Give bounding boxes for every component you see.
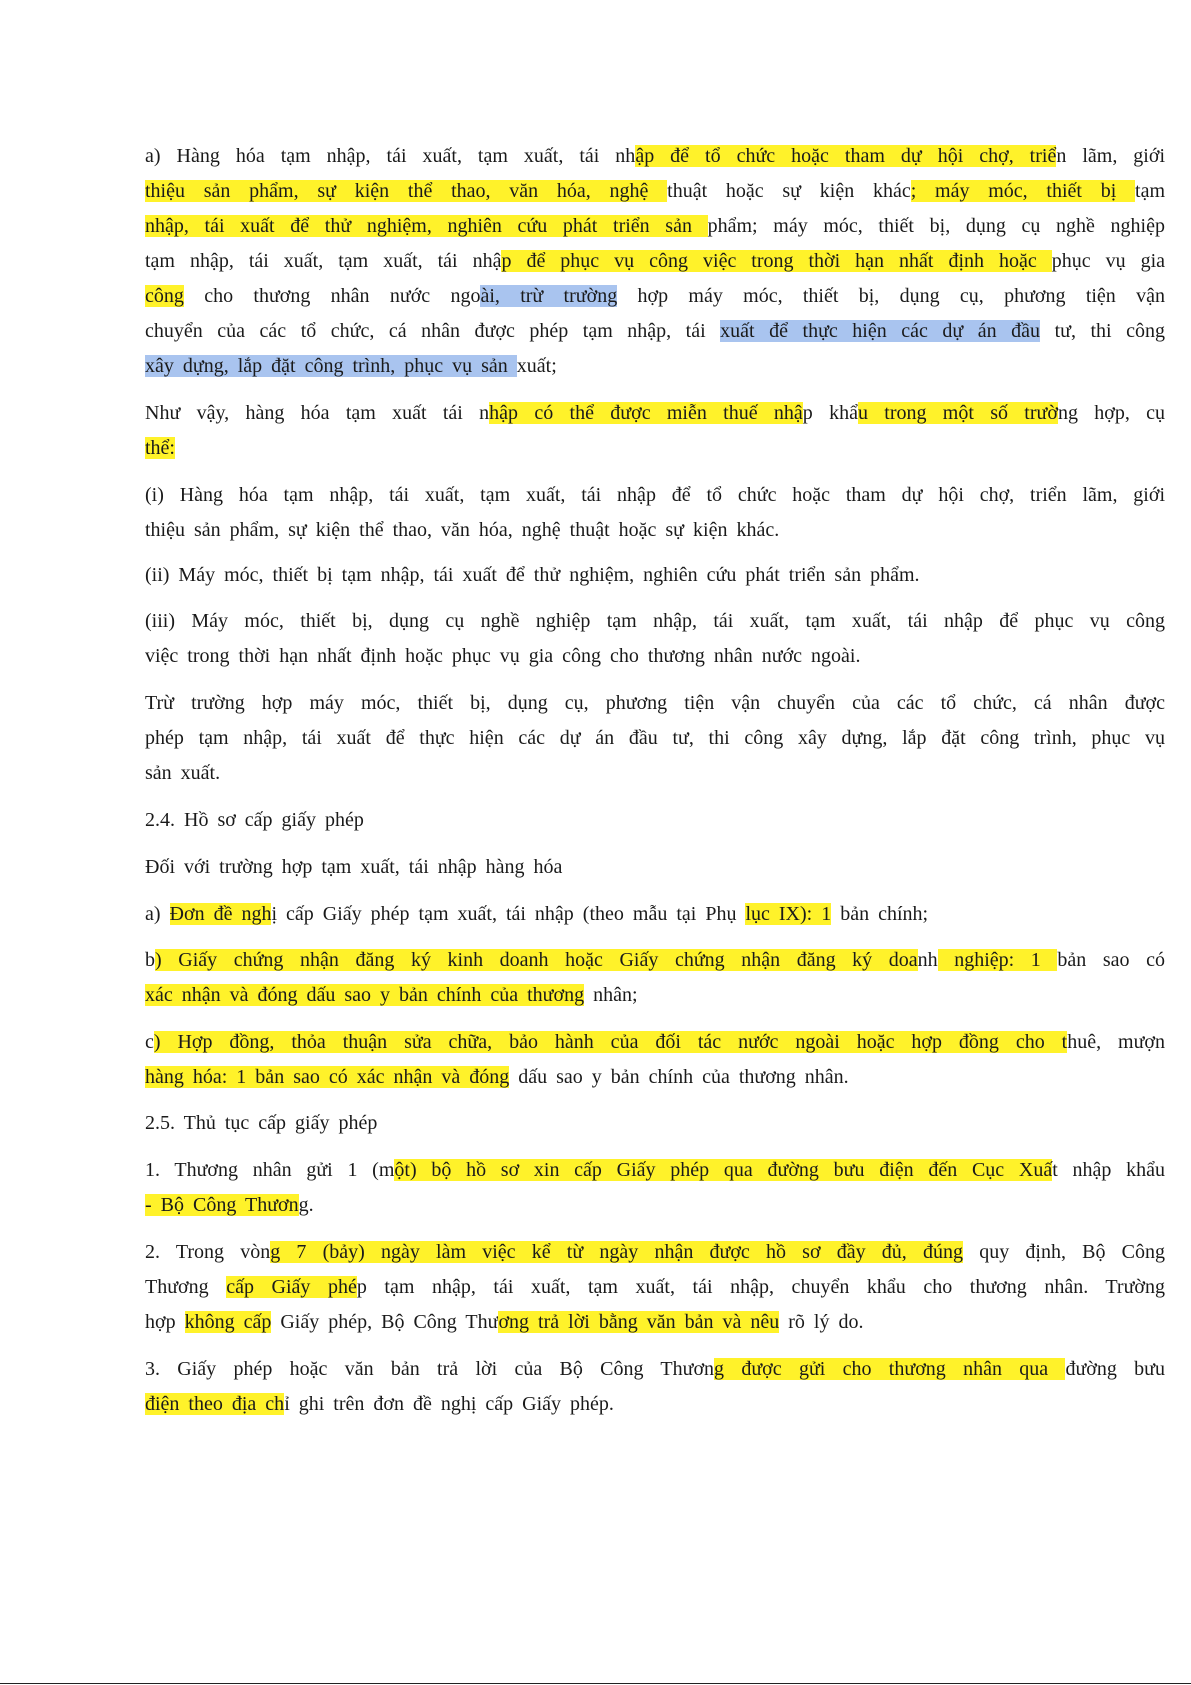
text-run: a): [145, 903, 170, 925]
text-run: 2.4. Hồ sơ cấp giấy phép: [145, 809, 364, 831]
text-line: [145, 1190, 1165, 1220]
text-line: [145, 899, 1165, 929]
text-run: (ii) Máy móc, thiết bị tạm nhập, tái xuất để thử nghiệm, nghiên cứu phát triển sản phẩm.: [145, 564, 920, 586]
selected-text: xuất để thực hiện các dự án đầu: [720, 320, 1041, 342]
text-line: [145, 980, 1165, 1010]
text-line: [145, 852, 1165, 882]
text-line: [145, 945, 1165, 975]
text-run: 2. Trong vòn: [145, 1241, 271, 1263]
text-line: [145, 1108, 1165, 1138]
text-line: [145, 805, 1165, 835]
highlighted-text: g 7 (bảy) ngày làm việc kể từ ngày nhận được hồ sơ đầy đủ, đúng: [270, 1241, 963, 1263]
text-run: rõ lý do.: [779, 1311, 864, 1333]
text-line: [145, 281, 1165, 311]
text-line: [145, 433, 1165, 463]
text-line: [145, 688, 1165, 718]
highlighted-text: ột) bộ hồ sơ xin cấp Giấy phép qua đường bưu điện đến Cục Xuấ: [394, 1159, 1053, 1181]
text-line: [145, 1027, 1165, 1057]
highlighted-text: u trong một số trườ: [857, 402, 1058, 424]
text-run: thiệu sản phẩm, sự kiện thể thao, văn hóa, nghệ thuật hoặc sự kiện khác.: [145, 519, 780, 541]
highlighted-text: hàng hóa: 1 bản sao có xác nhận và đóng: [145, 1066, 510, 1088]
highlighted-text: p để phục vụ công việc trong thời hạn nhất định hoặc: [501, 250, 1052, 272]
highlighted-text: công: [145, 285, 184, 307]
text-run: b: [145, 949, 155, 971]
highlighted-text: không cấp: [184, 1311, 272, 1333]
text-run: (i) Hàng hóa tạm nhập, tái xuất, tạm xuất, tái nhập để tổ chức hoặc tham dự hội chợ, triển lãm, giới: [145, 484, 1165, 506]
text-line: [145, 1062, 1165, 1092]
highlighted-text: nhập, tái xuất để thử nghiệm, nghiên cứu phát triển sản: [145, 215, 708, 237]
text-line: [145, 1155, 1165, 1185]
text-line: [145, 480, 1165, 510]
text-line: [145, 1389, 1165, 1419]
text-run: bản sao có: [1057, 949, 1165, 971]
text-line: [145, 141, 1165, 171]
text-run: dấu sao y bản chính của thương nhân.: [509, 1066, 849, 1088]
text-run: bản chính;: [831, 903, 929, 925]
text-run: (iii) Máy móc, thiết bị, dụng cụ nghề nghiệp tạm nhập, tái xuất, tạm xuất, tái nhập để phục vụ công: [145, 610, 1165, 632]
highlighted-text: lục IX): 1: [745, 903, 832, 925]
text-run: phục vụ gia: [1051, 250, 1166, 272]
highlighted-text: g được gửi cho thương nhân qua: [714, 1358, 1066, 1380]
text-run: phép tạm nhập, tái xuất để thực hiện các dự án đầu tư, thi công xây dựng, lắp đặt công trình, phục vụ: [145, 727, 1165, 749]
text-run: đường bưu: [1065, 1358, 1165, 1380]
text-line: [145, 1272, 1165, 1302]
highlighted-text: nghiệp: 1: [937, 949, 1058, 971]
highlighted-text: điện theo địa ch: [145, 1393, 285, 1415]
text-run: Trừ trường hợp máy móc, thiết bị, dụng cụ, phương tiện vận chuyển của các tổ chức, cá nhân được: [145, 692, 1165, 714]
highlighted-text: - Bộ Công Thươn: [145, 1194, 299, 1216]
text-run: t nhập khẩu: [1052, 1159, 1166, 1181]
text-line: [145, 176, 1165, 206]
selected-text: xây dựng, lắp đặt công trình, phục vụ sản: [145, 355, 517, 377]
highlighted-text: ) Giấy chứng nhận đăng ký kinh doanh hoặc Giấy chứng nhận đăng ký doa: [155, 949, 918, 971]
page-bottom-rule: [0, 1683, 1191, 1684]
highlighted-text: ập để tổ chức hoặc tham dự hội chợ, triể: [635, 145, 1057, 167]
highlighted-text: hập có thể được miễn thuế nhậ: [489, 402, 803, 424]
text-run: Đối với trường hợp tạm xuất, tái nhập hàng hóa: [145, 856, 563, 878]
text-run: tư, thi công: [1040, 320, 1165, 342]
text-run: xuất;: [516, 355, 557, 377]
text-line: [145, 606, 1165, 636]
highlighted-text: xác nhận và đóng dấu sao y bản chính của thương: [145, 984, 585, 1006]
text-line: [145, 723, 1165, 753]
text-line: [145, 316, 1165, 346]
text-line: [145, 515, 1165, 545]
text-run: cho thương nhân nước ngo: [183, 285, 481, 307]
text-run: nh: [917, 949, 938, 971]
text-run: 3. Giấy phép hoặc văn bản trả lời của Bộ Công Thươn: [145, 1358, 715, 1380]
text-line: [145, 641, 1165, 671]
highlighted-text: ơng trả lời bằng văn bản và nêu: [498, 1311, 780, 1333]
text-run: nhân;: [584, 984, 638, 1006]
text-run: ỉ ghi trên đơn đề nghị cấp Giấy phép.: [284, 1393, 614, 1415]
highlighted-text: ; máy móc, thiết bị: [910, 180, 1136, 202]
text-run: hợp máy móc, thiết bị, dụng cụ, phương tiện vận: [617, 285, 1165, 307]
text-run: Giấy phép, Bộ Công Thư: [271, 1311, 499, 1333]
highlighted-text: thể:: [145, 437, 175, 459]
text-line: [145, 1354, 1165, 1384]
text-run: Thương: [145, 1276, 227, 1298]
text-run: a) Hàng hóa tạm nhập, tái xuất, tạm xuất, tái nh: [145, 145, 636, 167]
text-run: ng hợp, cụ: [1057, 402, 1165, 424]
text-run: ị cấp Giấy phép tạm xuất, tái nhập (theo mẫu tại Phụ: [271, 903, 746, 925]
text-line: [145, 351, 1165, 381]
text-line: [145, 211, 1165, 241]
text-run: n lãm, giới: [1056, 145, 1165, 167]
text-run: chuyển của các tổ chức, cá nhân được phép tạm nhập, tái: [145, 320, 721, 342]
text-run: phẩm; máy móc, thiết bị, dụng cụ nghề nghiệp: [707, 215, 1165, 237]
text-run: quy định, Bộ Công: [963, 1241, 1165, 1263]
highlighted-text: Đơn đề ngh: [169, 903, 272, 925]
text-run: 2.5. Thủ tục cấp giấy phép: [145, 1112, 378, 1134]
text-run: Như vậy, hàng hóa tạm xuất tái n: [145, 402, 490, 424]
text-run: p tạm nhập, tái xuất, tạm xuất, tái nhập, chuyển khẩu cho thương nhân. Trường: [356, 1276, 1165, 1298]
text-run: thuật hoặc sự kiện khác: [667, 180, 911, 202]
text-line: [145, 246, 1165, 276]
text-run: p khẩ: [802, 402, 858, 424]
text-line: [145, 758, 1165, 788]
text-run: hợp: [145, 1311, 185, 1333]
highlighted-text: thiệu sản phẩm, sự kiện thể thao, văn hóa, nghệ: [145, 180, 668, 202]
text-line: [145, 560, 1165, 590]
text-run: tạm nhập, tái xuất, tạm xuất, tái nhậ: [145, 250, 502, 272]
text-line: [145, 1307, 1165, 1337]
highlighted-text: ) Hợp đồng, thỏa thuận sửa chữa, bảo hành của đối tác nước ngoài hoặc hợp đồng cho t: [153, 1031, 1068, 1053]
selected-text: ài, trừ trường: [480, 285, 618, 307]
text-run: sản xuất.: [145, 762, 221, 784]
text-line: [145, 398, 1165, 428]
text-run: c: [145, 1031, 154, 1053]
text-run: g.: [298, 1194, 314, 1216]
text-run: huê, mượn: [1067, 1031, 1165, 1053]
text-run: 1. Thương nhân gửi 1 (m: [145, 1159, 395, 1181]
text-line: [145, 1237, 1165, 1267]
text-run: việc trong thời hạn nhất định hoặc phục vụ gia công cho thương nhân nước ngoài.: [145, 645, 861, 667]
text-run: tạm: [1135, 180, 1166, 202]
highlighted-text: cấp Giấy phé: [226, 1276, 357, 1298]
